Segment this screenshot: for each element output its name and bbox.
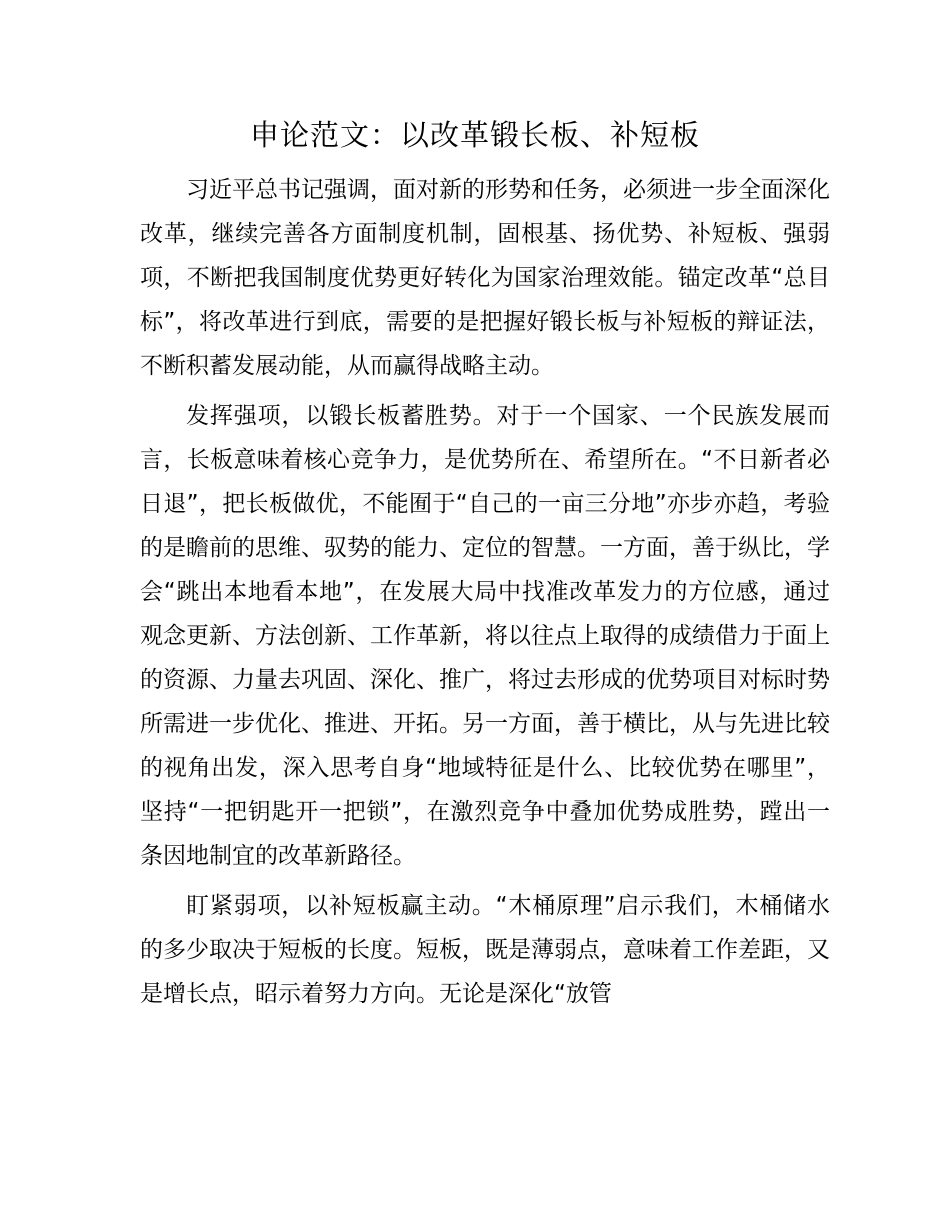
- paragraph-strengths: 发挥强项，以锻长板蓄胜势。对于一个国家、一个民族发展而言，长板意味着核心竞争力，是优势所在、希望所在。“不日新者必日退”，把长板做优，不能囿于“自己的一亩三分地”亦步亦趋，考验的是瞻前的思维、驭势的能力、定位的智慧。一方面，善于纵比，学会“跳出本地看本地”，在发展大局中找准改革发力的方位感，通过观念更新、方法创新、工作革新，将以往点上取得的成绩借力于面上的资源、力量去巩固、深化、推广，将过去形成的优势项目对标时势所需进一步优化、推进、开拓。另一方面，善于横比，从与先进比较的视角出发，深入思考自身“地域特征是什么、比较优势在哪里”，坚持“一把钥匙开一把锁”，在激烈竞争中叠加优势成胜势，蹚出一条因地制宜的改革新路径。: [140, 403, 830, 869]
- paragraph-weaknesses: 盯紧弱项，以补短板赢主动。“木桶原理”启示我们，木桶储水的多少取决于短板的长度。短板，既是薄弱点，意味着工作差距，又是增长点，昭示着努力方向。无论是深化“放管: [140, 893, 830, 1007]
- document-title: 申论范文：以改革锻长板、补短板: [249, 118, 700, 152]
- document-body: [140, 168, 830, 1022]
- paragraph-intro: 习近平总书记强调，面对新的形势和任务，必须进一步全面深化改革，继续完善各方面制度机制，固根基、扬优势、补短板、强弱项，不断把我国制度优势更好转化为国家治理效能。锚定改革“总目标”，将改革进行到底，需要的是把握好锻长板与补短板的辩证法，不断积蓄发展动能，从而赢得战略主动。: [140, 177, 830, 379]
